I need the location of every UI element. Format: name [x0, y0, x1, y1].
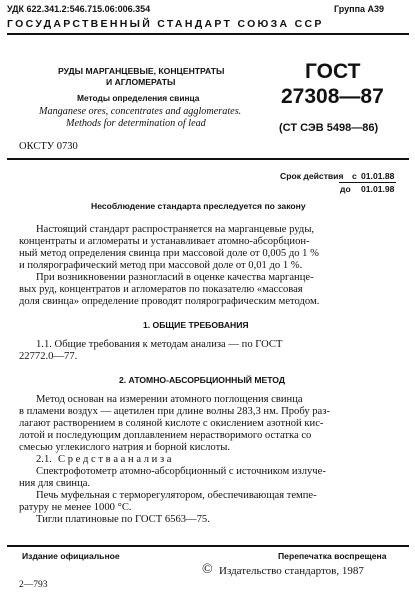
- title-ru-line2: И АГЛОМЕРАТЫ: [106, 77, 176, 87]
- page-code: 2—793: [19, 580, 48, 590]
- section2-p1-line: лагают растворением в соляной кислоте с окислением азотной кис-: [19, 418, 324, 429]
- title-rule: [7, 158, 409, 160]
- intro-p1-line: и полярографический метод при массовой доле от 0,01 до 1 %.: [19, 260, 303, 271]
- publisher: Издательство стандартов, 1987: [219, 565, 364, 577]
- legal-warning: Несоблюдение стандарта преследуется по закону: [91, 201, 306, 211]
- section1-line: 1.1. Общие требования к методам анализа — по ГОСТ: [36, 339, 283, 350]
- intro-p2-line: доля свинца» определение проводят полярографическим методом.: [19, 296, 320, 307]
- intro-p2-line: вых руд, концентратов и агломератов по показателю «массовая: [19, 284, 303, 295]
- section2-p1-line: Метод основан на измерении атомного поглощения свинца: [36, 394, 303, 405]
- state-standard-banner: ГОСУДАРСТВЕННЫЙ СТАНДАРТ СОЮЗА ССР: [7, 18, 324, 30]
- section2-p2-line: Спектрофотометр атомно-абсорбционный с источником излуче-: [36, 466, 326, 477]
- intro-p1-line: ный метод определения свинца при массовой доле от 0,005 до 1 %: [19, 248, 319, 259]
- section2-p1-line: лотой и последующим доплавлением нерастворимого остатка со: [19, 430, 312, 441]
- copyright-icon: ©: [202, 562, 213, 577]
- section2-p1-line: смесью углекислого натрия и борной кислоты.: [19, 442, 230, 453]
- validity-from-prefix: с: [352, 171, 357, 181]
- section2-p3-line: Печь муфельная с терморегулятором, обеспечивающая темпе-: [36, 490, 317, 501]
- section2-p4-line: Тигли платиновые по ГОСТ 6563—75.: [36, 514, 210, 525]
- section2-p3-line: ратуру не менее 1000 °С.: [19, 502, 132, 513]
- intro-p1-line: Настоящий стандарт распространяется на марганцевые руды,: [36, 224, 315, 235]
- section1-heading: 1. ОБЩИЕ ТРЕБОВАНИЯ: [143, 320, 249, 330]
- validity-underline: [339, 182, 396, 183]
- okstu-code: ОКСТУ 0730: [19, 141, 78, 152]
- intro-p2-line: При возникновении разногласий в оценке качества марганце-: [36, 272, 314, 283]
- subtitle-ru: Методы определения свинца: [77, 93, 200, 103]
- gost-label: ГОСТ: [305, 60, 361, 83]
- intro-p1-line: концентраты и агломераты и устанавливает атомно-абсорбцион-: [19, 236, 310, 247]
- validity-label: Срок действия: [280, 171, 344, 181]
- validity-to-prefix: до: [340, 184, 351, 194]
- section2-heading: 2. АТОМНО-АБСОРБЦИОННЫЙ МЕТОД: [119, 375, 285, 385]
- title-en-line1: Manganese ores, concentrates and agglomerates.: [39, 106, 242, 117]
- title-en-line2: Methods for determination of lead: [66, 118, 206, 129]
- gost-number: 27308—87: [281, 85, 384, 108]
- group-code: Группа А39: [334, 4, 385, 14]
- subsection-2-1-number: 2.1.: [36, 454, 52, 465]
- udk-code: УДК 622.341.2:546.715.06:006.354: [7, 4, 151, 14]
- footer-rule: [7, 545, 409, 547]
- validity-from-date: 01.01.88: [361, 171, 395, 181]
- st-sev-number: (СТ СЭВ 5498—86): [279, 122, 379, 134]
- validity-to-date: 01.01.98: [361, 184, 395, 194]
- subsection-2-1-title: С р е д с т в а а н а л и з а: [58, 454, 172, 465]
- section1-line: 22772.0—77.: [19, 351, 78, 362]
- section2-p2-line: ния для свинца.: [19, 478, 91, 489]
- section2-p1-line: в пламени воздух — ацетилен при длине волны 283,3 нм. Пробу раз-: [19, 406, 330, 417]
- edition-note: Издание официальное: [22, 551, 120, 561]
- title-ru-line1: РУДЫ МАРГАНЦЕВЫЕ, КОНЦЕНТРАТЫ: [58, 66, 225, 76]
- header-rule: [7, 33, 409, 35]
- reprint-note: Перепечатка воспрещена: [278, 551, 387, 561]
